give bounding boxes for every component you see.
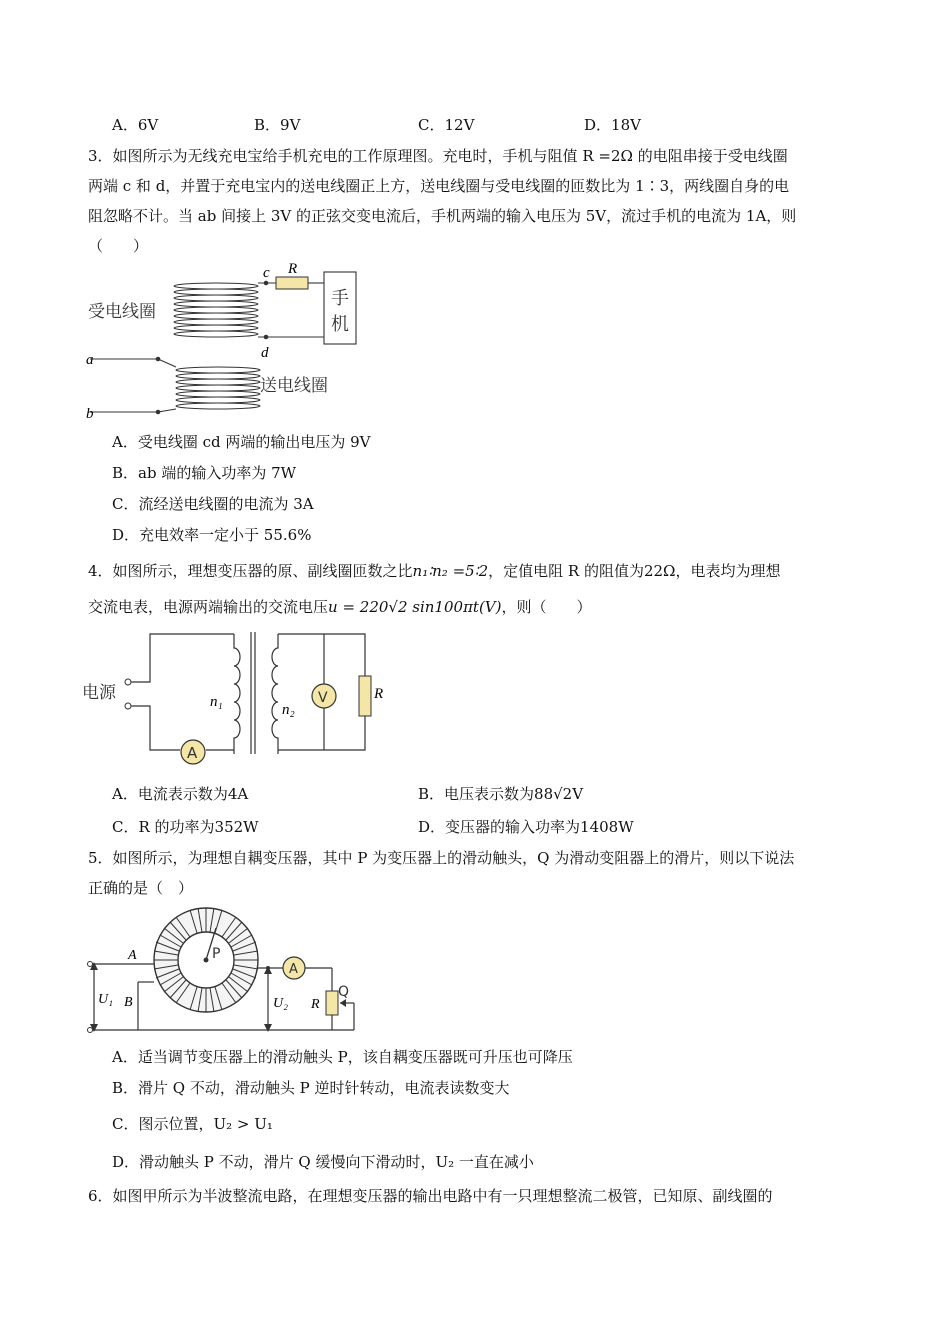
q4-ammeter-label: A — [187, 744, 198, 762]
q3-label-b: b — [86, 406, 94, 422]
q3-stem-line-4: （ ） — [88, 237, 149, 255]
q5-option-c: C．图示位置，U₂ > U₁ — [112, 1115, 273, 1133]
q3-stem-line-2: 两端 c 和 d，并置于充电宝内的送电线圈正上方，送电线圈与受电线圈的匝数比为 1∶3，两线圈自身的电 — [88, 177, 790, 195]
q5-label-Q: Q — [338, 984, 350, 1000]
q3-label-phone-1: 手 — [331, 288, 349, 309]
q5-label-U1: U₁ — [98, 992, 113, 1007]
q3-option-a: A．受电线圈 cd 两端的输出电压为 9V — [112, 433, 371, 451]
q4-voltmeter-label: V — [318, 690, 328, 706]
q2-option-b: B．9V — [254, 116, 301, 134]
q5-label-R: R — [311, 997, 320, 1012]
q2-option-c: C．12V — [418, 116, 475, 134]
q4-label-n1: n₁ — [210, 694, 223, 710]
q5-label-A: A — [128, 948, 137, 963]
q5-ammeter-label: A — [289, 962, 298, 977]
q4-option-a: A．电流表示数为4A — [112, 785, 249, 803]
q5-option-b: B．滑片 Q 不动，滑动触头 P 逆时针转动，电流表读数变大 — [112, 1079, 510, 1097]
q3-label-a: a — [86, 352, 94, 368]
q4-option-d: D．变压器的输入功率为1408W — [418, 818, 634, 836]
q4-voltage-formula: u = 220√2 sin100πt(V) — [328, 598, 502, 616]
q3-option-b: B．ab 端的输入功率为 7W — [112, 464, 297, 482]
q3-stem-line-3: 阻忽略不计。当 ab 间接上 3V 的正弦交变电流后，手机两端的输入电压为 5V，流过手机的电流为 1A，则 — [88, 207, 797, 225]
q4-stem-text-1a: 4．如图所示，理想变压器的原、副线圈匝数之比 — [88, 562, 413, 580]
q5-stem-line-1: 5．如图所示，为理想自耦变压器，其中 P 为变压器上的滑动触头，Q 为滑动变阻器上的滑片，则以下说法 — [88, 849, 795, 867]
q3-option-d: D．充电效率一定小于 55.6% — [112, 526, 312, 544]
q3-stem-line-1: 3．如图所示为无线充电宝给手机充电的工作原理图。充电时，手机与阻值 R =2Ω 的电阻串接于受电线圈 — [88, 147, 788, 165]
q3-label-R: R — [288, 261, 298, 277]
q4-stem-text-2a: 交流电表，电源两端输出的交流电压 — [88, 598, 329, 616]
q3-label-phone-2: 机 — [331, 314, 349, 335]
q3-option-c: C．流经送电线圈的电流为 3A — [112, 495, 314, 513]
q3-wireless-charging-figure — [80, 260, 380, 425]
q6-stem-line-1: 6．如图甲所示为半波整流电路，在理想变压器的输出电路中有一只理想整流二极管，已知原、副线圈的 — [88, 1187, 773, 1205]
q5-label-U2: U₂ — [273, 996, 288, 1011]
q2-option-d: D．18V — [584, 116, 641, 134]
q5-autotransformer-figure — [82, 908, 372, 1040]
q4-transformer-figure — [82, 626, 382, 772]
q4-turns-ratio: n₁∶n₂ =5∶2 — [412, 562, 489, 580]
q5-label-B: B — [124, 995, 133, 1010]
q5-option-d: D．滑动触头 P 不动，滑片 Q 缓慢向下滑动时，U₂ 一直在减小 — [112, 1153, 534, 1171]
q4-label-R: R — [374, 686, 384, 702]
q4-option-b: B．电压表示数为88√2V — [418, 785, 584, 803]
q3-label-send-coil: 送电线圈 — [260, 376, 328, 396]
q3-label-c: c — [263, 265, 270, 281]
q5-option-a: A．适当调节变压器上的滑动触头 P，该自耦变压器既可升压也可降压 — [112, 1048, 573, 1066]
q4-stem-line-2 — [88, 597, 592, 617]
q4-label-source: 电源 — [82, 683, 116, 703]
q5-stem-line-2: 正确的是（ ） — [88, 879, 194, 897]
q4-stem-text-2b: ，则（ ） — [501, 598, 592, 616]
q4-label-n2: n₂ — [282, 702, 295, 718]
q4-option-c: C．R 的功率为352W — [112, 818, 259, 836]
q4-stem-line-1 — [88, 561, 781, 581]
q4-stem-text-1b: ，定值电阻 R 的阻值为22Ω，电表均为理想 — [488, 562, 781, 580]
q3-label-d: d — [261, 345, 269, 361]
q5-label-P: P — [212, 946, 221, 962]
q3-label-receive-coil: 受电线圈 — [88, 302, 156, 322]
q2-option-a: A．6V — [112, 116, 159, 134]
